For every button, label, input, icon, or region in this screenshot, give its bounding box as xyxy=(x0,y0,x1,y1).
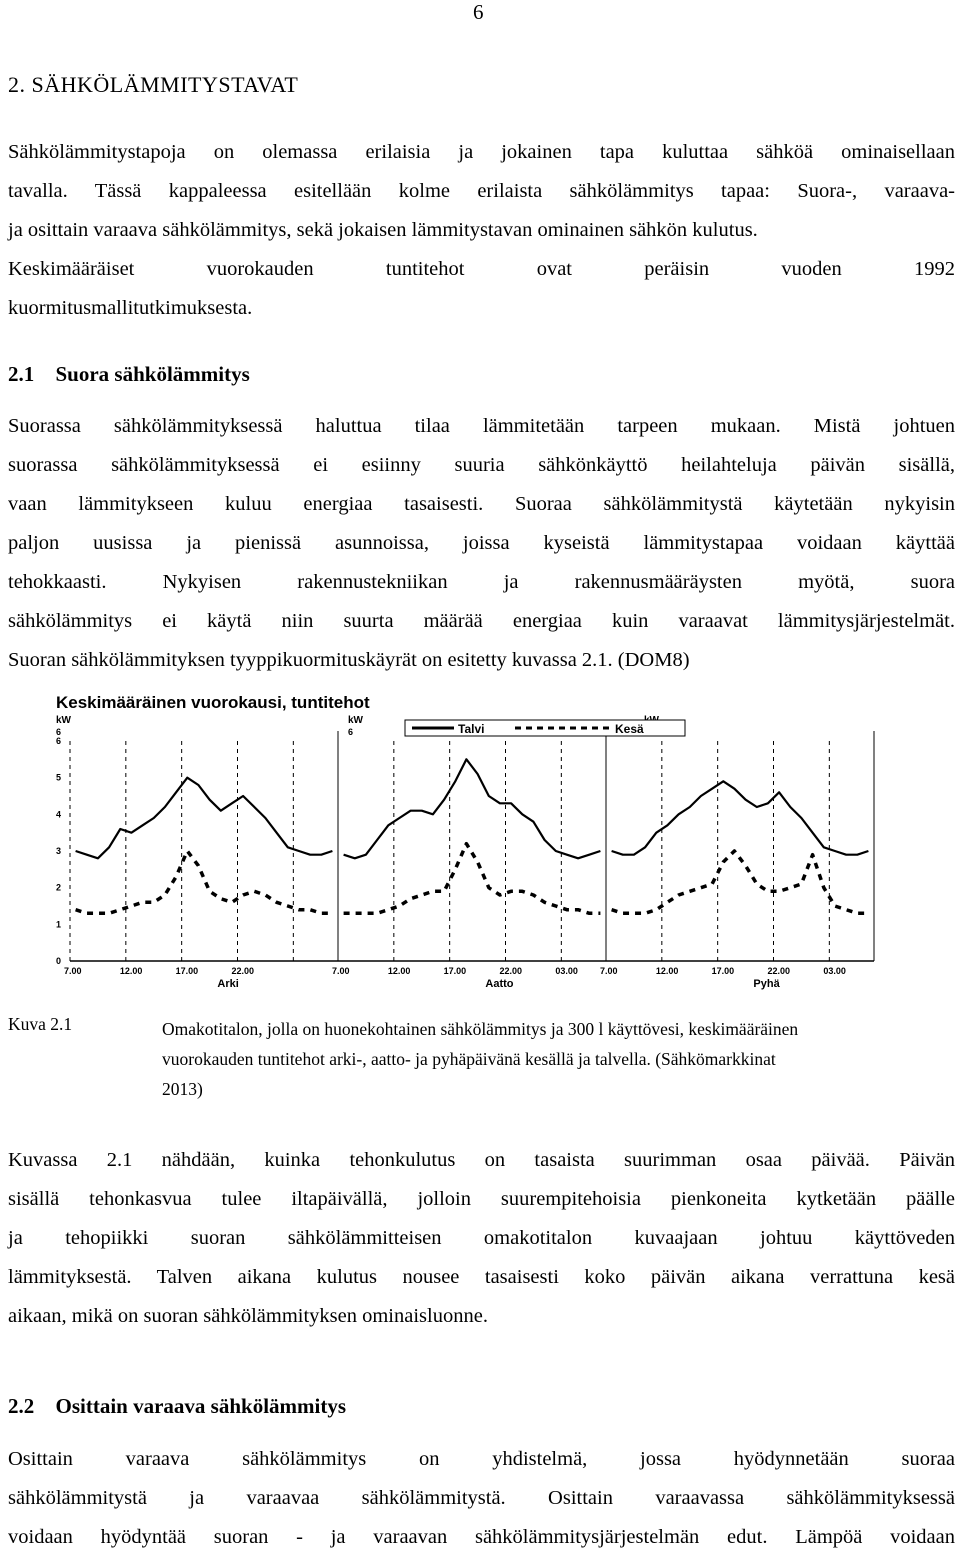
series-line-talvi xyxy=(344,759,601,858)
text-line: sähkölämmitystä ja varaavaa sähkölämmitystä. Osittain varaavassa sähkölämmityksessä xyxy=(8,1487,955,1509)
figure-caption-label: Kuva 2.1 xyxy=(8,1014,73,1034)
x-tick-label: 17.00 xyxy=(711,966,735,976)
x-tick-label: 22.00 xyxy=(231,966,255,976)
y-tick-label: 6 xyxy=(348,727,354,737)
x-tick-label: 22.00 xyxy=(499,966,523,976)
text-line: Keskimääräiset vuorokauden tuntitehot ovat peräisin vuoden 1992 xyxy=(8,258,955,280)
intro-paragraph xyxy=(8,133,955,328)
text-line: sisällä tehonkasvua tulee iltapäivällä, jolloin suurempitehoisia pienkoneita kytketään päälle xyxy=(8,1188,955,1210)
x-tick-label: 12.00 xyxy=(655,966,679,976)
text-line: ja osittain varaava sähkölämmitys, sekä jokaisen lämmitystavan ominainen sähkön kulutus. xyxy=(8,219,758,241)
analysis-paragraph xyxy=(8,1141,955,1336)
section-number: 2.1 xyxy=(8,362,35,386)
section-number: 2.2 xyxy=(8,1394,35,1418)
section-title: Suora sähkölämmitys xyxy=(55,362,250,386)
section-heading-2-2 xyxy=(8,1394,346,1419)
caption-line: Omakotitalon, jolla on huonekohtainen sähkölämmitys ja 300 l käyttövesi, keskimääräinen xyxy=(162,1019,799,1039)
section-title: Osittain varaava sähkölämmitys xyxy=(55,1394,347,1418)
y-unit-label: kW xyxy=(348,715,363,726)
x-tick-label: 22.00 xyxy=(767,966,791,976)
chart-title: Keskimääräinen vuorokausi, tuntitehot xyxy=(56,693,370,712)
panel-label: Pyhä xyxy=(753,978,780,990)
x-tick-label: 03.00 xyxy=(823,966,846,976)
chart-axes xyxy=(56,715,874,990)
y-tick-label: 5 xyxy=(56,772,62,783)
y-unit-label: kW xyxy=(56,715,71,726)
text-line: Kuvassa 2.1 nähdään, kuinka tehonkulutus on tasaista suurimman osaa päivää. Päivän xyxy=(8,1149,955,1171)
y-tick-label: 6 xyxy=(56,736,62,746)
page-number: 6 xyxy=(473,0,484,24)
caption-line: vuorokauden tuntitehot arki-, aatto- ja pyhäpäivänä kesällä ja talvella. (Sähkömarkkinat xyxy=(162,1049,776,1069)
y-tick-label: 1 xyxy=(56,919,62,930)
series-line-talvi xyxy=(76,778,333,859)
text-line: aikaan, mikä on suoran sähkölämmityksen ominaisluonne. xyxy=(8,1305,488,1327)
x-tick-label: 12.00 xyxy=(119,966,143,976)
text-line: voidaan hyödyntää suoran - ja varaavan sähkölämmitysjärjestelmän edut. Lämpöä voidaan xyxy=(8,1526,955,1548)
y-tick-label: 4 xyxy=(56,809,62,820)
text-line: Suorassa sähkölämmityksessä haluttua tilaa lämmitetään tarpeen mukaan. Mistä johtuen xyxy=(8,415,955,437)
chart-legend xyxy=(405,720,685,736)
caption-line: 2013) xyxy=(162,1079,203,1099)
text-line: paljon uusissa ja pienissä asunnoissa, joissa kyseistä lämmitystapaa voidaan käyttää xyxy=(8,532,955,554)
x-tick-label: 17.00 xyxy=(443,966,467,976)
text-line: ja tehopiikki suoran sähkölämmitteisen omakotitalon kuvaajaan johtuu käyttöveden xyxy=(8,1227,955,1249)
x-tick-label: 03.00 xyxy=(555,966,578,976)
text-line: lämmityksestä. Talven aikana kulutus nousee tasaisesti koko päivän aikana verrattuna kesä xyxy=(8,1266,955,1288)
x-tick-label: 7.00 xyxy=(600,966,618,976)
y-tick-label: 0 xyxy=(56,956,62,966)
text-line: suorassa sähkölämmityksessä ei esiinny suuria sähkönkäyttö heilahteluja päivän sisällä, xyxy=(8,454,955,476)
panel-label: Aatto xyxy=(485,978,514,990)
load-profile-chart xyxy=(50,688,920,1000)
text-line: Suoran sähkölämmityksen tyyppikuormituskäyrät on esitetty kuvassa 2.1. (DOM8) xyxy=(8,649,690,671)
x-tick-label: 12.00 xyxy=(387,966,411,976)
text-line: tavalla. Tässä kappaleessa esitellään kolme erilaista sähkölämmitys tapaa: Suora-, varaava- xyxy=(8,180,955,202)
x-tick-label: 7.00 xyxy=(64,966,82,976)
text-line: Osittain varaava sähkölämmitys on yhdistelmä, jossa hyödynnetään suoraa xyxy=(8,1448,955,1470)
y-tick-label: 2 xyxy=(56,882,62,893)
text-line: sähkölämmitys ei käytä niin suurta määrää energiaa kuin varaavat lämmitysjärjestelmät. xyxy=(8,610,955,632)
chart-series xyxy=(76,759,869,913)
chapter-heading: 2. SÄHKÖLÄMMITYSTAVAT xyxy=(8,72,299,97)
legend-label-kesa: Kesä xyxy=(615,722,644,736)
figure-caption xyxy=(162,1014,955,1104)
x-tick-label: 17.00 xyxy=(175,966,199,976)
series-line-kesa xyxy=(612,851,869,913)
section-2-1-paragraph xyxy=(8,407,955,680)
text-line: tehokkaasti. Nykyisen rakennustekniikan ja rakennusmääräysten myötä, suora xyxy=(8,571,955,593)
y-tick-label: 3 xyxy=(56,846,62,856)
text-line: kuormitusmallitutkimuksesta. xyxy=(8,297,253,319)
y-tick-label: 6 xyxy=(56,727,62,737)
series-line-talvi xyxy=(612,781,869,854)
section-heading-2-1 xyxy=(8,362,250,387)
series-line-kesa xyxy=(76,851,333,913)
x-tick-label: 7.00 xyxy=(332,966,350,976)
text-line: Sähkölämmitystapoja on olemassa erilaisia ja jokainen tapa kuluttaa sähköä ominaisellaan xyxy=(8,141,955,163)
text-line: vaan lämmitykseen kuluu energiaa tasaisesti. Suoraa sähkölämmitystä käytetään nykyisin xyxy=(8,493,955,515)
section-2-2-paragraph xyxy=(8,1440,955,1557)
panel-label: Arki xyxy=(217,978,239,990)
legend-label-talvi: Talvi xyxy=(458,722,485,736)
